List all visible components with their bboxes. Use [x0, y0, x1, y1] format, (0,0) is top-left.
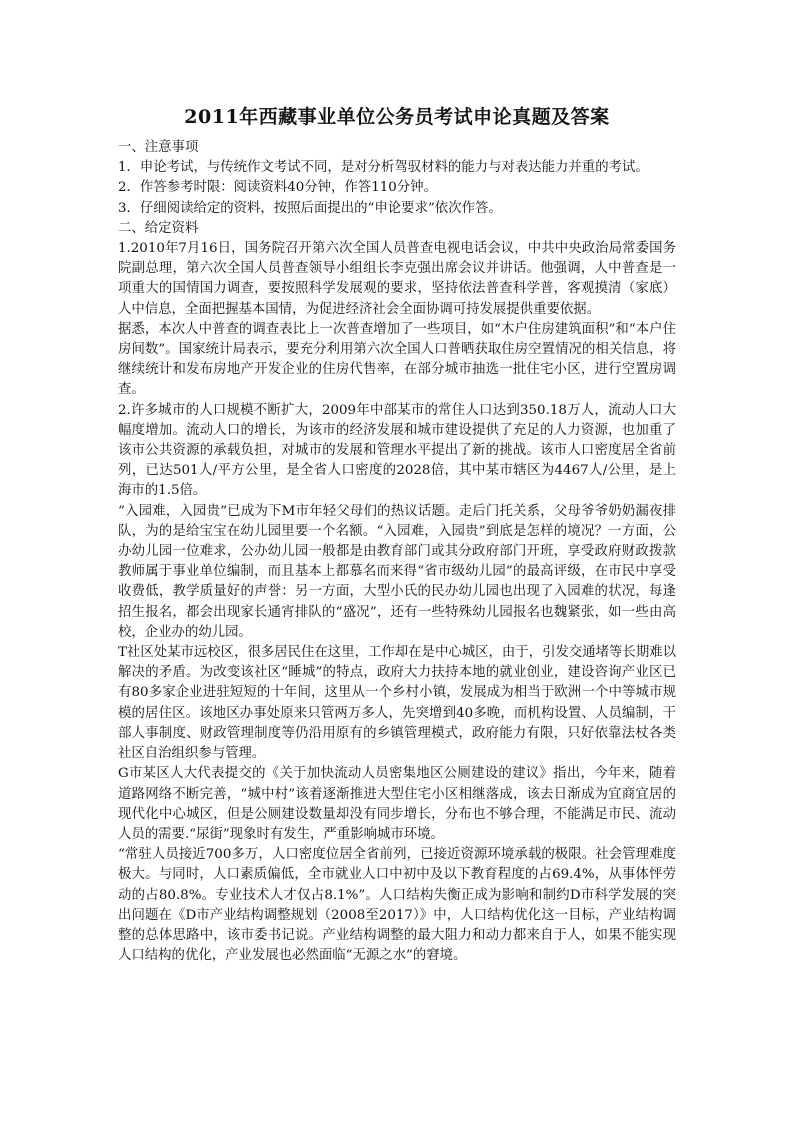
- material-paragraph: 1.2010年7月16日，国务院召开第六次全国人员普查电视电话会议，中共中央政治局常委国务院副总理，第六次全国人员普查领导小组组长李克强出席会议并讲话。他强调，人中普查是一项重大的国情国力调查，要按照科学发展观的要求，坚持依法普查科学普，客观摸清（家底）人中信息，全面把握基本国情，为促进经济社会全面协调可持发展提供重要依据。: [118, 241, 676, 317]
- material-paragraph: 据悉，本次人中普查的调查表比上一次普查增加了一些项目，如“木户住房建筑面积”和“本户住房间数”。国家统计局表示，要充分利用第六次全国人口普晒获取住房空置情况的相关信息，将继续统计和发布房地产开发企业的住房代售率，在部分城市抽选一批住宅小区，进行空置房调查。: [118, 321, 676, 398]
- material-paragraph: 2.许多城市的人口规模不断扩大，2009年中部某市的常住人口达到350.18万人，流动人口大幅度增加。流动人口的增长，为该市的经济发展和城市建设提供了充足的人力资源，也加重了该市公共资源的承载负担，对城市的发展和管理水平提出了新的挑战。该市人口密度居全省前列，已达501人/平方公里，是全省人口密度的2028倍，其中某市辖区为4467人/公里，是上海市的1.5倍。: [118, 402, 676, 499]
- document-body: [118, 138, 676, 966]
- section-heading-notes: 一、注意事项: [118, 140, 199, 155]
- section-heading-materials: 二、给定资料: [118, 220, 199, 236]
- material-paragraph: “入园难，入园贵”已成为下M市年轻父母们的热议话题。走后门托关系，父母爷爷奶奶漏夜排队，为的是给宝宝在幼儿园里要一个名额。“入园难，入园贵”到底是怎样的境况？一方面，公办幼儿园一位难求，公办幼儿园一般都是由教育部门或其分政府部门开班，享受政府财政拨款教师属于事业单位编制，而且基本上都慕名而来得“省市级幼儿园”的最高评级，在市民中享受收费低，教学质量好的声誉：另一方面，大型小氏的民办幼儿园也出现了入园难的状况，每逢招生报名，都会出现家长通宵排队的“盛况”，还有一些特殊幼儿园报名也魏紧张，如一些由高校，企业办的幼儿园。: [118, 503, 676, 640]
- note-item-3: 3．仔细阅读给定的资料，按照后面提出的“申论要求”依次作答。: [118, 200, 502, 216]
- document-title: 2011年西藏事业单位公务员考试申论真题及答案: [184, 106, 610, 128]
- material-paragraph: “常驻人员接近700多万，人口密度位居全省前列，已接近资源环境承载的极限。社会管理难度极大。与同时，人口素质偏低，全市就业人口中初中及以下教育程度的占69.4%，从事体怦劳动的占80.8%。专业技术人才仅占8.1%”。人口结构失衡正成为影响和制约D市科学发展的突出问题在《D市产业结构调整规划（2008至2017）》中，人口结构优化这一目标，产业结构调整的总体思路中，该市委书记说。产业结构调整的最大阻力和动力都来自于人，如果不能实现人口结构的优化，产业发展也必然面临“无源之水”的窘境。: [118, 847, 676, 964]
- note-item-2: 2．作答参考时限：阅读资料40分钟，作答110分钟。: [118, 180, 437, 196]
- material-paragraph: T社区处某市远校区，很多居民住在这里，工作却在是中心城区，由于，引发交通堵等长期难以解决的矛盾。为改变该社区“睡城”的特点，政府大力扶持本地的就业创业，建设咨询产业区已有80多家企业进驻短短的十年间，这里从一个乡村小镇，发展成为相当于欧洲一个中等城市规模的居住区。该地区办事处原来只管两万多人，先突增到40多晚，而机构设置、人员编制，干部人事制度、财政管理制度等仍沿用原有的乡镇管理模式，政府能力有限，只好依靠法杖各类社区自治组织参与管理。: [118, 645, 676, 762]
- material-paragraph: G市某区人大代表提交的《关于加快流动人员密集地区公厕建设的建议》指出，今年来，随着道路网络不断完善，“城中村”该着逐渐推进大型住宅小区相继落成，该去日渐成为宜商宜居的现代化中心城区，但是公厕建设数量却没有同步增长，分布也不够合理，不能满足市民、流动人员的需要.“尿街”现象时有发生，严重影响城市环境。: [118, 766, 676, 842]
- note-item-1: 1．申论考试，与传统作文考试不同，是对分析驾驭材料的能力与对表达能力并重的考试。: [118, 160, 649, 176]
